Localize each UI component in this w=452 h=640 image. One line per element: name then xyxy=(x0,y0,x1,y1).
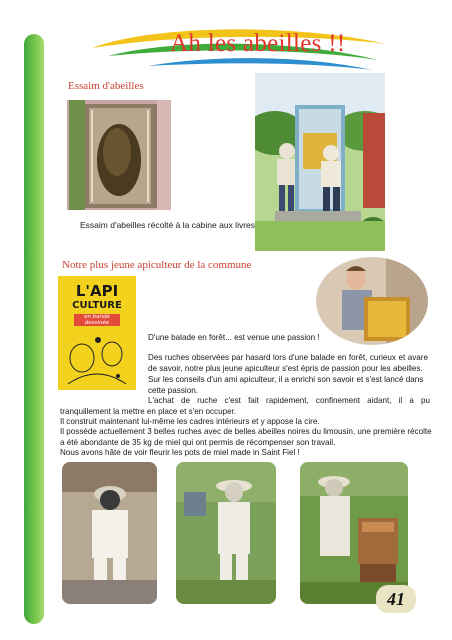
beekeeper-suit-photo-2 xyxy=(176,462,276,604)
swarm-heading: Essaim d'abeilles xyxy=(68,80,144,92)
book-subtitle: en bande dessinée xyxy=(74,314,121,326)
young-beekeeper-frame-photo xyxy=(316,257,428,345)
young-beekeeper-heading: Notre plus jeune apiculteur de la commune xyxy=(62,259,252,271)
paragraph-7: Nous avons hâte de voir fleurir les pots de miel made in Saint Fiel ! xyxy=(60,448,300,457)
beekeeper-suit-photo-1 xyxy=(62,462,157,604)
paragraph-5: Il construit maintenant lui-même les cadres intérieurs et y appose la cire. xyxy=(60,417,320,426)
paragraph-6: Il possède actuellement 3 belles ruches avec de belles abeilles noires du limousin, une première récolte a été abondante de 35 kg de miel qui ont permis de récompenser son travail. xyxy=(60,427,432,447)
beekeeper-hive-photo xyxy=(300,462,408,604)
book-cover xyxy=(58,276,136,390)
bee-swarm-photo xyxy=(67,100,171,210)
book-illustration xyxy=(58,328,136,390)
paragraph-1: D'une balade en forêt... est venue une passion ! xyxy=(148,333,320,342)
green-side-bar xyxy=(24,34,44,624)
swarm-caption: Essaim d'abeilles récolté à la cabine aux livres xyxy=(80,220,256,230)
beekeepers-cabin-photo xyxy=(255,73,385,251)
paragraph-2: Des ruches observées par hasard lors d'une balade en forêt, curieux et avare de savoir, notre plus jeune apiculteur s'est épris de passion pour les abeilles. xyxy=(148,353,428,373)
book-title-line2: CULTURE xyxy=(72,300,122,311)
paragraph-4: L'achat de ruche c'est fait rapidement, confinement aidant, il a pu tranquillement la mettre en place et s'en occuper. xyxy=(60,396,430,416)
paragraph-3: Sur les conseils d'un ami apiculteur, il a enrichi son savoir et s'est lancé dans cette passion. xyxy=(148,375,424,395)
page-number: 41 xyxy=(376,585,416,613)
page-title: Ah les abeilles !! xyxy=(170,30,346,57)
book-title-line1: L'API xyxy=(75,282,119,300)
